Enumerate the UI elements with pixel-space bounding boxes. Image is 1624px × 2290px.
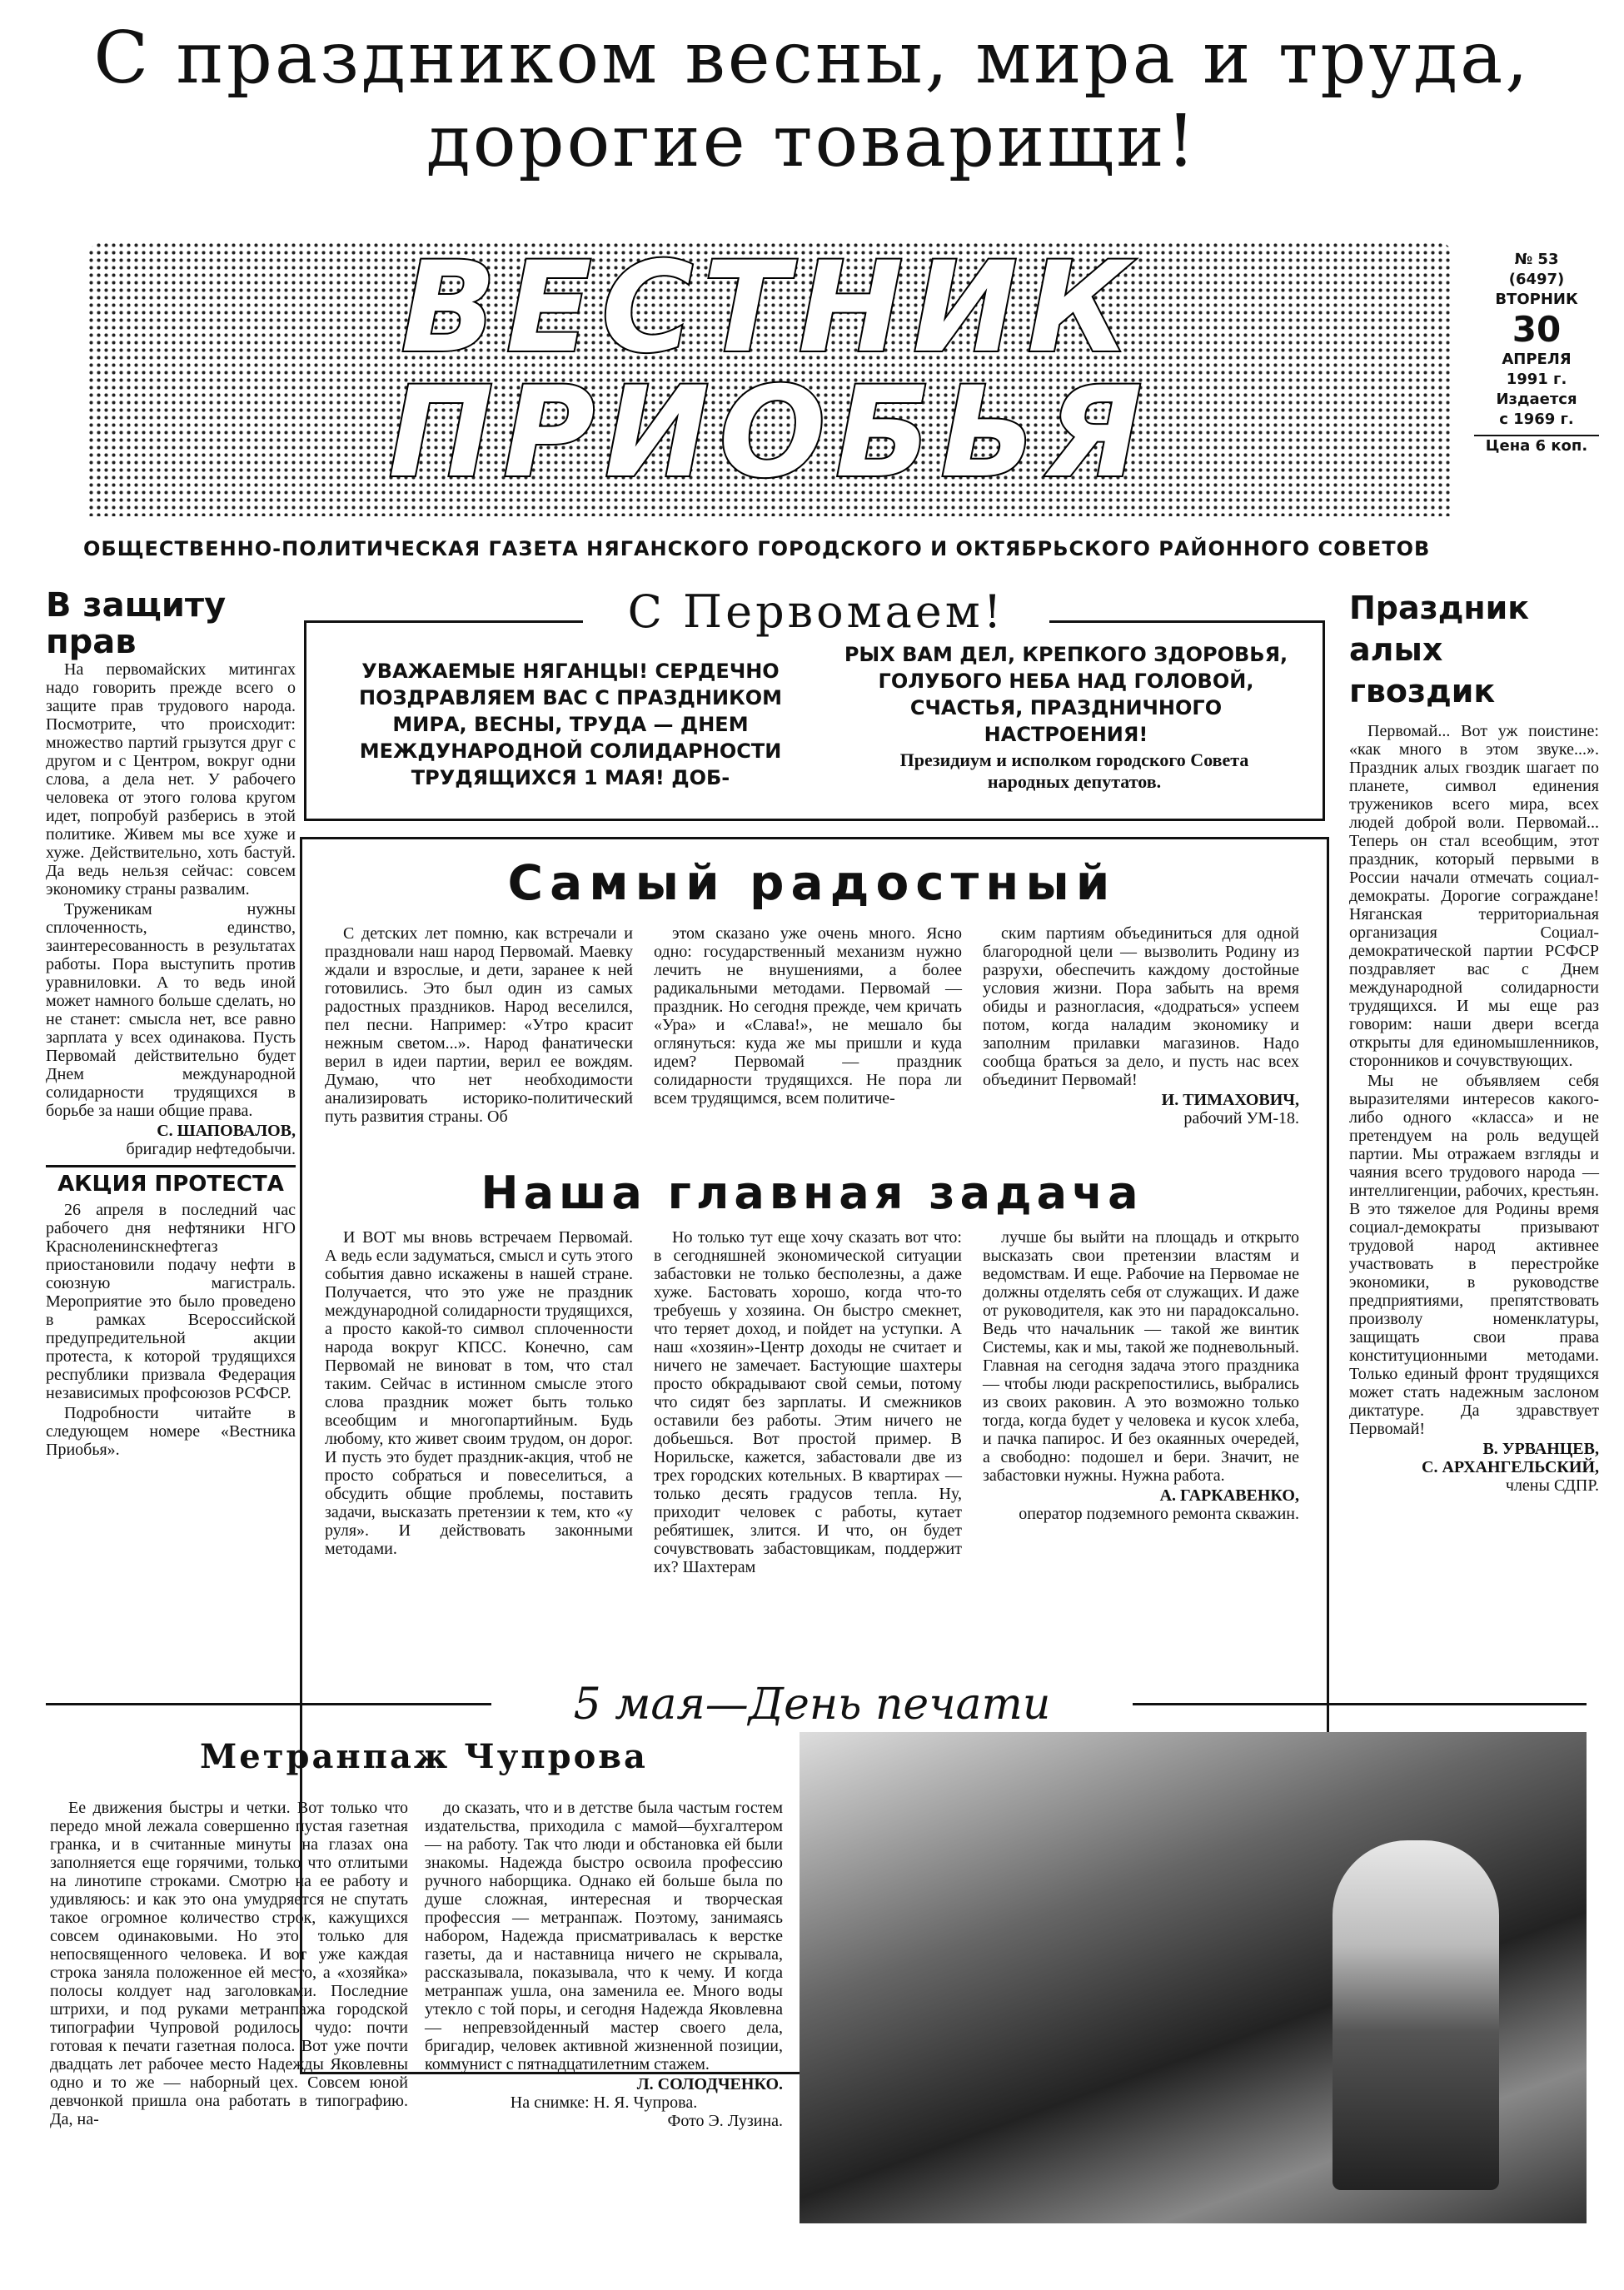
- task-col-2: [654, 1228, 962, 1578]
- newspaper-logo: [92, 236, 1449, 505]
- task-col-3-text: лучше бы выйти на площадь и открыто высказать свои претензии властям и ведомствам. И еще. Рабочие на Первомае не должны отделять себя от служащих. И даже от руководителя, как это ни парадоксально. Ведь что начальник — такой же винтик Системы, как и мы, такой же подневольный. Главная на сегодня задача этого праздника — чтобы люди раскрепостились, выбрались из своих раковин. А это возможно только тогда, когда будет у человека и кусок хлеба, и пачка папирос. И без окаянных очередей, а свободно: подошел и бери. Значит, не забастовки нужны. Нужна работа.: [983, 1228, 1299, 1485]
- photo-figure: [1333, 1840, 1499, 2190]
- issue-year: 1991 г.: [1506, 371, 1567, 388]
- issue-info: [1474, 250, 1599, 456]
- joyful-signature-role: рабочий УМ-18.: [1183, 1109, 1299, 1128]
- right-article-text-2: Мы не объявляем себя выразителями интересов какого-либо одного «класса» и не претендуем на роль ведущей партии. Мы отражаем взгляды и чаяния всего трудового народа — интеллигенции, рабочих, крестьян. В это тяжелое для Родины время социал-демократы призывают трудовой народ активнее участвовать в перестройке экономики, в руководстве предприятиями, препятствовать произволу номенклатуры, защищать свои права конституционными методами. Только единый фронт трудящихся может стать надежным заслоном диктатуре. Да здравствует Первомай!: [1349, 1072, 1599, 1438]
- logo-line-1: ВЕСТНИК: [401, 236, 1140, 381]
- joyful-col-2-text: этом сказано уже очень много. Ясно одно: государственный механизм нужно лечить не внушениями, а более радикальными методами. Первомай — праздник. Но сегодня прежде, чем кричать «Ура» и «Слава!», не мешало бы оглянуться: куда же мы пришли и куда идем? Первомай — праздник солидарности трудящихся. Не пора ли всем трудящимся, всем политиче-: [654, 924, 962, 1108]
- joyful-col-1-text: С детских лет помню, как встречали и праздновали наш народ Первомай. Маевку ждали и взрослые, и дети, заранее к ней готовились. Это был один из самых радостных праздников. Народ веселился, пел песни. Например: «Утро красит нежным светом...». Народ фанатически верил в идеи партии, верил ее вождям. Думаю, что нет необходимости анализировать историко-политический путь развития страны. Об: [325, 924, 633, 1126]
- task-signature-name: А. ГАРКАВЕНКО,: [1159, 1486, 1299, 1505]
- left-article-text-2: Труженикам нужны сплоченность, единство, заинтересованность в результатах работы. Пора выступить против уравниловки. А то ведь иной может намного больше сделать, но не станет: смысла нет, все равно зарплата у всех одинакова. Пусть Первомай действительно будет Днем международной солидарности трудящихся в борьбе за наши общие права.: [46, 900, 296, 1120]
- typesetter-col-2-text: до сказать, что и в детстве была частым гостем издательства, приходила с мамой—бухгалтером — на работу. Так что люди и обстановка ей были знакомы. Надежда быстро освоила профессию ручного наборщика. Однако ей больше была по душе сложная, интересная и творческая профессия — метранпаж. Поэтому, занимаясь набором, Надежда присматривалась к верстке газеты, да и наставница ничего не скрывала, рассказывала, показывала, что к чему. И когда метранпаж ушла, она заменила ее. Много воды утекло с той поры, и сегодня Надежда Яковлевна — непревзойденный мастер своего дела, бригадир, человек активной жизненной позиции, коммунист с пятнадцатилетним стажем.: [425, 1799, 783, 2073]
- right-signature-name-1: В. УРВАНЦЕВ,: [1482, 1440, 1599, 1458]
- issue-total: (6497): [1508, 271, 1565, 288]
- greeting-title: С Первомаем!: [583, 583, 1049, 641]
- protest-text: 26 апреля в последний час рабочего дня нефтяники НГО Красноленинскнефтегаз приостановили подачу нефти в союзную магистраль. Мероприятие это было проведено в рамках Всероссийской предупредительной акции протеста, к которой трудящихся республики призвала Федерация независимых профсоюзов РСФСР.: [46, 1201, 296, 1402]
- typesetter-col-1: [50, 1799, 408, 2130]
- greeting-signature: Президиум и исполком городского Совета народных депутатов.: [899, 749, 1249, 792]
- greeting-text-b: РЫХ ВАМ ДЕЛ, КРЕПКОГО ЗДОРОВЬЯ, ГОЛУБОГО НЕБА НАД ГОЛОВОЙ, СЧАСТЬЯ, ПРАЗДНИЧНОГО НАСТРОЕНИЯ!: [844, 643, 1288, 746]
- task-col-2-text: Но только тут еще хочу сказать вот что: в сегодняшней экономической ситуации забастовки не только бесполезны, а даже хуже. Бастовать хорошо, когда что-то требуешь у хозяина. Он быстро смекнет, что теряет доход, и пойдет на уступки. А наш «хозяин»-Центр доходы не считает и ничего не замечает. Бастующие шахтеры просто обкрадывают свой семьи, потому что сидят без зарплаты. И смежников оставили без работы. Этим ничего не добьешься. Вот простой пример. В Норильске, кажется, забастовали две из трех городских котельных. В квартирах — только десять градусов тепла. Ну, приходит человек с работы, кутает ребятишек, злится. И что, он будет сочувствовать забастовщикам, поддержит их? Шахтерам: [654, 1228, 962, 1576]
- issue-price: Цена 6 коп.: [1474, 435, 1599, 456]
- issue-day: 30: [1512, 309, 1562, 350]
- task-col-3: [983, 1228, 1299, 1523]
- article-joyful-title: Самый радостный: [507, 854, 1117, 911]
- issue-month: АПРЕЛЯ: [1502, 351, 1572, 368]
- press-day-banner: 5 мая—День печати: [491, 1678, 1133, 1731]
- task-col-1-text: И ВОТ мы вновь встречаем Первомай. А ведь если задуматься, смысл и суть этого события давно искажены в нашей стране. Получается, что это уже не праздник международной солидарности трудящихся, а просто какой-то символ сплоченности народа вокруг КПСС. Конечно, сам Первомай не виноват в том, что стал таким. Сейчас в истинном смысле этого слова праздник может быть только всеобщим и многопартийным. Будь любому, кто живет своим трудом, он дорог. И пусть это будет праздник-акция, чтоб не просто собраться и повеселиться, а обсудить общие проблемы, поставить задачи, высказать претензии к тем, кто «у руля». И действовать законными методами.: [325, 1228, 633, 1558]
- greeting-text-a: УВАЖАЕМЫЕ НЯГАНЦЫ! СЕРДЕЧНО ПОЗДРАВЛЯЕМ ВАС С ПРАЗДНИКОМ МИРА, ВЕСНЫ, ТРУДА — ДНЕМ МЕЖДУНАРОДНОЙ СОЛИДАРНОСТИ ТРУДЯЩИХСЯ 1 МАЯ! ДОБ-: [359, 660, 782, 789]
- headline-line-2: дорогие товарищи!: [426, 100, 1198, 183]
- logo-line-2: ПРИОБЬЯ: [388, 361, 1153, 505]
- newspaper-subtitle: ОБЩЕСТВЕННО-ПОЛИТИЧЕСКАЯ ГАЗЕТА НЯГАНСКОГО ГОРОДСКОГО И ОКТЯБРЬСКОГО РАЙОННОГО СОВЕТОВ: [83, 537, 1431, 560]
- right-column: [1349, 587, 1599, 1495]
- protest-text-2: Подробности читайте в следующем номере «Вестника Приобья».: [46, 1404, 296, 1459]
- photo-credit: Фото Э. Лузина.: [667, 2112, 783, 2130]
- joyful-col-3: [983, 924, 1299, 1128]
- left-signature-name: С. ШАПОВАЛОВ,: [157, 1122, 296, 1140]
- task-col-1: [325, 1228, 633, 1560]
- typesetter-col-2: [425, 1799, 783, 2130]
- left-column: [46, 587, 296, 1461]
- photo-caption: На снимке: Н. Я. Чупрова.: [510, 2093, 698, 2112]
- issue-since-1: Издается: [1496, 391, 1577, 408]
- issue-weekday: ВТОРНИК: [1495, 291, 1578, 308]
- article-main-task-title: Наша главная задача: [481, 1167, 1143, 1219]
- holiday-headline: [0, 17, 1624, 183]
- joyful-col-2: [654, 924, 962, 1109]
- headline-line-1: С праздником весны, мира и труда,: [93, 17, 1531, 100]
- typesetter-col-1-text: Ее движения быстры и четки. Вот только что передо мной лежала совершенно пустая газетная гранка, и в считанные минуты на глазах она заполняется еще горячими, только что отлитыми на линотипе строками. Смотрю на ее работу и удивляюсь: и как это она умудряется не спутать такое огромное количество строк, кажущихся совсем одинаковыми. Но это только для непосвященного человека. И вот уже каждая строка заняла положенное ей место, а «хозяйка» полосы колдует над заголовками. Последние штрихи, и под руками метранпажа городской типографии Чупровой родилось чудо: почти готовая к печати газетная полоса. Вот уже почти двадцать лет рабочее место Надежды Яковлевны одно и то же — наборный цех. Совсем юной девчонкой пришла она работать в типографию. Да, на-: [50, 1799, 408, 2128]
- right-article-title: Праздник алых гвоздик: [1349, 590, 1530, 709]
- left-signature-role: бригадир нефтедобычи.: [126, 1140, 296, 1158]
- right-signature-name-2: С. АРХАНГЕЛЬСКИЙ,: [1422, 1458, 1599, 1476]
- typesetter-title: Метранпаж Чупрова: [200, 1737, 648, 1776]
- left-article-title: В защиту прав: [46, 586, 227, 661]
- left-article-text: На первомайских митингах надо говорить прежде всего о защите прав трудового народа. Посмотрите, что происходит: множество партий грызутся друг с другом и с Центром, вокруг одни слова, а дела нет. У рабочего человека от этого голова кругом идет, попробуй разберись в этой политике. Живем мы все хуже и хуже. Действительно, хоть бастуй. Да ведь нельзя сейчас: совсем экономику страны развалим.: [46, 660, 296, 899]
- typesetter-photo: [800, 1732, 1587, 2223]
- typesetter-signature: Л. СОЛОДЧЕНКО.: [636, 2075, 783, 2093]
- right-signature-role: члены СДПР.: [1505, 1476, 1599, 1495]
- protest-title: АКЦИЯ ПРОТЕСТА: [46, 1165, 296, 1201]
- right-article-text: Первомай... Вот уж поистине: «как много в этом звуке...». Праздник алых гвоздик шагает по планете, символ единения тружеников всего мира, всех людей доброй воли. Первомай... Теперь он стал всеобщим, этот праздник, который первыми в России начали отмечать социал-демократы. Дорогие сограждане! Няганская территориальная организация Социал-демократической партии РСФСР поздравляет вас с Днем международной солидарности трудящихся. И мы еще раз говорим: наши двери всегда открыты для единомышленников, сторонников и сочувствующих.: [1349, 722, 1599, 1070]
- issue-since-2: с 1969 г.: [1499, 411, 1574, 428]
- task-signature-role: оператор подземного ремонта скважин.: [1019, 1505, 1299, 1523]
- issue-number: № 53: [1514, 251, 1559, 268]
- joyful-col-1: [325, 924, 633, 1128]
- joyful-signature-name: И. ТИМАХОВИЧ,: [1161, 1091, 1299, 1109]
- joyful-col-3-text: ским партиям объединиться для одной благородной цели — вызволить Родину из разрухи, обеспечить каждому достойные условия жизни. Пора забыть на время обиды и разногласия, «додраться» успеем потом, когда наладим экономику и заполним прилавки магазинов. Надо сообща браться за дело, и пусть нас всех объединит Первомай!: [983, 924, 1299, 1089]
